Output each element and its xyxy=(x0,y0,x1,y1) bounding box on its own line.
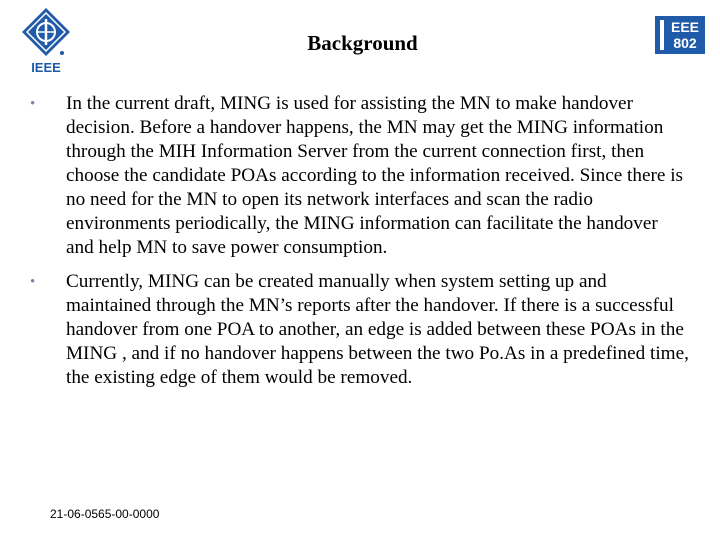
logo-802-line2: 802 xyxy=(673,35,697,51)
bullet-item xyxy=(30,92,690,260)
bullet-dot-icon: • xyxy=(30,96,36,112)
bullet-text: Currently, MING can be created manually when system setting up and maintained through the MN’s reports after the handover. If there is a successful handover from one POA to another, an edge is added between these POAs in the MING , and if no handover happens between the two Po.As in a predefined time, the existing edge of them would be removed. xyxy=(66,271,689,388)
bullet-text: In the current draft, MING is used for assisting the MN to make handover decision. Before a handover happens, the MN may get the MING information through the MIH Information Server from the current connection first, then choose the candidate POAs according to the information received. Since there is no need for the MN to open its network interfaces and scan the radio environments periodically, the MING information can facilitate the handover and help MN to save power consumption. xyxy=(66,93,683,258)
document-number: 21-06-0565-00-0000 xyxy=(50,507,160,521)
bullet-item xyxy=(30,270,690,390)
bullet-dot-icon: • xyxy=(30,274,36,290)
logo-802-line1: EEE xyxy=(670,19,700,35)
slide-body xyxy=(30,92,690,400)
logo-ieee-text: IEEE xyxy=(31,60,61,74)
ieee-802-logo xyxy=(655,16,705,54)
slide-title: Background xyxy=(307,31,418,55)
